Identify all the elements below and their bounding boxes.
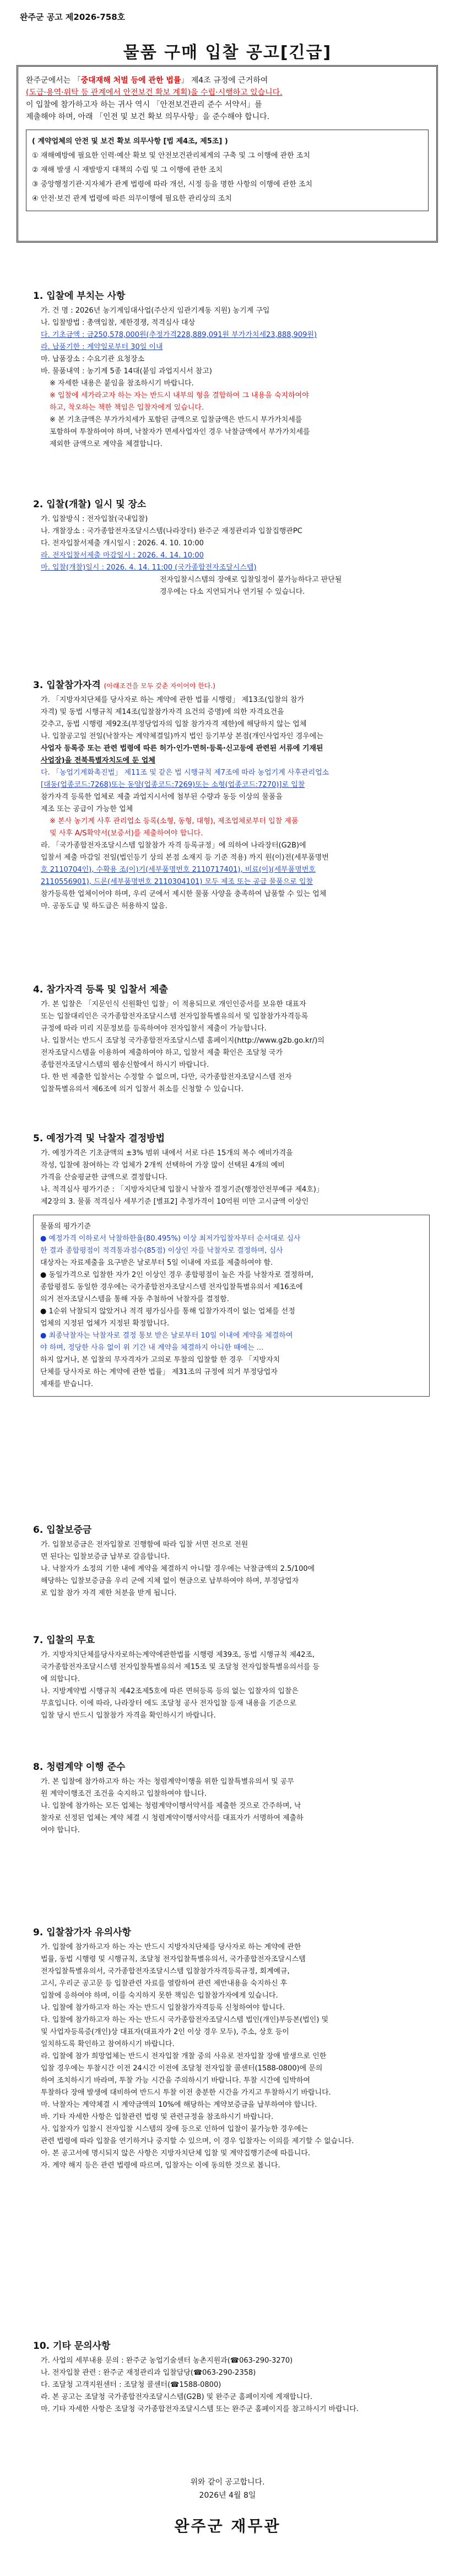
- issuer-signature: 완주군 재무관: [174, 2517, 281, 2535]
- section-line: 나. 개찰장소 : 국가종합전자조달시스템(나라장터) 완주군 재정관리과 입찰집행관PC: [41, 527, 302, 535]
- section-line: 전자조달시스템을 이용하여 제출하여야 하고, 입찰서 제출 확인은 조달청 국가: [41, 1049, 283, 1057]
- section-heading-note: (아래조건을 모두 갖춘 자이어야 한다.): [104, 682, 215, 690]
- section-line: 나. 지방계약법 시행규칙 제42조제5호에 따른 면허등록 등의 없는 입찰자의 입찰은: [41, 1687, 299, 1695]
- intro-line-4: 제출해야 하며, 아래 「인전 및 보건 확보 의무사항」을 준수해야 합니다.: [26, 112, 270, 121]
- obligation-item: ③ 중앙행정기관·지자체가 관계 법령에 따라 개선, 시정 등을 명한 사항의 이행에 관한 조치: [32, 180, 313, 189]
- section-line: 가. 예정가격은 기초금액의 ±3% 범위 내에서 서로 다른 15개의 복수 예비가격을: [41, 1149, 293, 1157]
- section-line: 및 사업자등록증(개인)상 대표자(대표자가 2인 이상 경우 모두), 주소, 상호 등이: [41, 2028, 289, 2036]
- section-line: 다. 「농업기계화촉진법」 제11조 및 같은 법 시행규칙 제7조에 따라 농업기계 사후관리업소: [41, 769, 329, 777]
- box-line: 한 결과 종합평점이 적격통과점수(85점) 이상인 자를 낙찰자로 결정하며, 심사: [40, 1247, 283, 1255]
- obligation-item: ② 재해 발생 시 재발방지 대책의 수립 및 그 이행에 관한 조치: [32, 166, 223, 174]
- intro-box: [17, 65, 438, 243]
- section-line: [대동(업종코드:7268)또는 동양(업종코드:7269)또는 소형(업종코드:7270)]로 입찰: [41, 781, 305, 789]
- section-line: 가. 입찰방식 : 전자입찰(국내입찰): [41, 515, 148, 523]
- document-number: 완주군 공고 제2026-758호: [20, 12, 126, 22]
- section-line: 다. 조달청 고객지원센터 : 조달청 콜센터(☎1588-0800): [41, 2381, 221, 2389]
- section-line: 또는 입찰대리인은 국가종합전자조달시스템 전자입찰특별유의서 및 입찰참가자격등록: [41, 1012, 308, 1021]
- section-line: 자. 계약 해지 등은 관련 법령에 따르며, 입찰자는 이에 동의한 것으로 봅니다.: [41, 2161, 280, 2170]
- section-line: 마. 공동도급 및 하도급은 허용하지 않음.: [41, 902, 167, 910]
- obligation-item: ① 재해예방에 필요한 인력·예산 확보 및 안전보건관리체계의 구축 및 그 이행에 관한 조치: [32, 152, 310, 160]
- section-line: 가. 「지방자치단체를 당사자로 하는 계약에 관한 법률 시행령」 제13조(입찰의 참가: [41, 696, 305, 704]
- section-line: 관련 법령에 따라 입찰을 연기하거나 중지할 수 있으며, 이 경우 입찰자는 이의를 제기할 수 없습니다.: [41, 2137, 354, 2145]
- box-line: ● 1순위 낙찰되지 않았거나 적격 평가심사를 통해 입찰가자격이 없는 업체를 선정: [40, 1307, 295, 1316]
- section-line: 라. 전자입찰서제출 마감일시 : 2026. 4. 14. 10:00: [41, 551, 204, 560]
- section-line: 마. 기타 자세한 사항은 조달청 국가종합전자조달시스템 또는 완주군 홈페이지를 참고하시기 바랍니다.: [41, 2405, 359, 2413]
- notice-date: 2026년 4월 8일: [199, 2491, 256, 2500]
- box-line: 의거 전자조달시스템을 통해 자동 추첨하여 낙찰자를 결정함.: [40, 1295, 229, 1303]
- section-8: [33, 1759, 430, 1837]
- obligation-item: ④ 안전·보건 관계 법령에 따른 의무이행에 필요한 관리상의 조치: [32, 195, 232, 203]
- section-line: 아. 본 공고서에 명시되지 않은 사항은 지방자치단체 입찰 및 계약집행기준에 따릅니다.: [41, 2149, 311, 2158]
- intro-line-2: (도급·용역·위탁 등 관계에서 안전보건 확보 계획)을 수립·시행하고 있습니다.: [26, 88, 283, 97]
- section-line: 제2장의 3. 물품 적격심사 세부기준 [별표2] 추정가격이 10억원 미만 고시금액 이상인: [41, 1198, 309, 1206]
- obligations-header: ( 계약업체의 안전 및 보건 확보 의무사항 [법 제4조, 제5조] ): [32, 137, 228, 146]
- box-line: ● 동일가격으로 입찰한 자가 2인 이상인 경우 종합평점이 높은 자를 낙찰자로 결정하며,: [40, 1271, 314, 1279]
- section-line: 가. 본 입찰에 참가하고자 하는 자는 청렴계약이행을 위한 입찰특별유의서 및 공무: [41, 1778, 294, 1786]
- section-line: ※ 입찰에 세가라고자 하는 자는 반드시 내부의 형을 결합하여 그 내용을 숙지하여야: [50, 391, 309, 400]
- section-line: 전자입찰특별유의서, 국가종합전자조달시스템 입찰참가자격등록규정, 회계예규,: [41, 1967, 290, 1976]
- section-line: 사업자 등록증 또는 관련 법령에 따른 허가·인가·면허·등록·신고등에 관련된 서류에 기재된: [41, 744, 323, 753]
- section-line: 투찰하다 장애 발생에 대비하여 반드시 투찰 이전 충분한 시간을 가지고 투찰하시기 바랍니다.: [41, 2089, 331, 2097]
- section-line: 가. 본 입찰은 「지문인식 신원확인 입찰」이 적용되므로 개인인증서를 보유한 대표자: [41, 1000, 306, 1008]
- section-line: 갖추고, 동법 시행령 제92조(부정당업자의 입찰 참가자격 제한)에 해당하지 않는 업체: [41, 720, 307, 728]
- section-line: 및 사후 A/S확약서(보증서)를 제출하여야 합니다.: [50, 829, 203, 838]
- section-line: 면 된다는 입찰보증금 납부로 갈음합니다.: [41, 1553, 170, 1561]
- section-line: 원 계약이행조건 조건을 숙지하고 입찰하여야 합니다.: [41, 1790, 207, 1798]
- box-line: 야 하며, 정당한 사유 없이 위 기간 내 계약을 체결하지 아니한 때에는 ...: [40, 1344, 264, 1352]
- section-line: 에 의합니다.: [41, 1675, 80, 1683]
- section-line: 작성, 입찰에 참여하는 각 업체가 2개씩 선택하여 가장 많이 선택된 4개의 예비: [41, 1161, 285, 1169]
- intro-text: 완주군에서는 「: [26, 76, 81, 85]
- box-line: 단체를 당사자로 하는 계약에 관한 법률」 제31조의 규정에 의거 부정당업자: [40, 1368, 278, 1376]
- box-line: ● 예정가격 이하로서 낙찰하한율(80.495%) 이상 최저가입찰자부터 순서대로 심사: [40, 1235, 301, 1243]
- intro-text: 」 제4조 규정에 근거하여: [181, 76, 268, 85]
- section-heading: 6. 입찰보증금: [33, 1525, 92, 1536]
- section-line: 전자입찰시스템의 장애로 입찰일정이 불가능하다고 판단될: [160, 576, 342, 584]
- obligations-box: [26, 130, 429, 211]
- intro-line-3: 이 입찰에 참가하고자 하는 귀사 역시 「안전보건관리 준수 서약서」를: [26, 100, 262, 109]
- section-line: 로 입찰 참가 자격 제한 처분을 받게 됩니다.: [41, 1589, 177, 1597]
- box-line: 대상자는 자료제출을 요구받은 날로부터 5일 이내에 자료를 제출하여야 함.: [40, 1259, 273, 1267]
- section-line: 라. 입찰에 참가 희망업체는 반드시 전자입찰 개찰 중의 사유로 전자입찰 장애 발생으로 인한: [41, 2052, 327, 2060]
- section-line: 자격) 및 동법 시행규칙 제14조(입찰참가자격 요건의 증명)에 의한 자격요건을: [41, 708, 284, 716]
- section-line: 나. 입찰공고일 전일(낙찰자는 계약체결일)까지 법인 등기부상 본점(개인사업자인 경우에는: [41, 732, 323, 740]
- section-line: 마. 납품장소 : 수요기관 요청장소: [41, 355, 145, 363]
- section-line: 일치하도록 확인하고 참여하시기 바랍니다.: [41, 2040, 175, 2048]
- section-line: 호 2110704인), 수확용 조(이)기(세부품명번호 2110717401), 비료(이)(세부품명번호: [41, 866, 316, 874]
- closing-statement: [0, 2476, 455, 2502]
- law-name: 중대재해 처벌 등에 관한 법률: [80, 76, 181, 85]
- section-line: 고시, 우리군 공고문 등 입찰관련 자료를 열람하여 관련 제반내용을 숙지하신 후: [41, 1979, 288, 1988]
- section-10: [33, 2338, 430, 2416]
- section-heading: 4. 참가자격 등록 및 입찰서 제출: [33, 984, 168, 995]
- section-line: 2110556901), 드론(세부품명번호 2110304101) 모두 제조 또는 공급 물품으로 입찰: [41, 878, 313, 886]
- section-line: ※ 본사 농기계 사후 관리업소 등록(소형, 동형, 대형), 제조업체로부터 입찰 제품: [50, 817, 299, 825]
- closing-line: 위와 같이 공고합니다.: [190, 2478, 265, 2487]
- section-line: 여야 합니다.: [41, 1826, 80, 1834]
- section-line: 입찰특별유의서 제6조에 의거 입찰서 취소를 신청할 수 있습니다.: [41, 1085, 243, 1093]
- section-line: 나. 입찰방법 : 총액입찰, 제한경쟁, 적격심사 대상: [41, 319, 196, 327]
- section-line: 사. 입찰자가 입찰시 전자입찰 시스템의 장애 등으로 인하여 입찰이 불가능한 경우에는: [41, 2125, 308, 2133]
- section-heading: 2. 입찰(개찰) 일시 및 장소: [33, 499, 147, 510]
- section-line: 무효입니다. 이에 따라, 나라장터 에도 조달청 공사 전자입찰 등재 내용을 기준으로: [41, 1699, 297, 1708]
- section-line: 가. 입찰보증금은 전자입찰로 진행함에 따라 입찰 서면 전으로 전원: [41, 1541, 248, 1549]
- section-line: 라. 본 공고는 조달청 국가종합전자조달시스템(G2B) 및 완주군 홈페이지에 게재합니다.: [41, 2393, 313, 2401]
- section-4: [33, 981, 430, 1096]
- section-line: 제외한 금액으로 계약을 체결합니다.: [50, 440, 162, 448]
- section-3: [33, 677, 430, 913]
- section-line: 다. 기초금액 : 금250,578,000원(추정가격228,889,091원 부가가치세23,888,909원): [41, 331, 317, 339]
- box-line: 제재를 받습니다.: [40, 1380, 94, 1388]
- section-line: 가격을 산술평균한 금액으로 결정합니다.: [41, 1173, 168, 1182]
- section-line: 나. 입찰에 참가하는 모든 업체는 청렴계약이행서약서를 제출한 것으로 간주하며, 낙: [41, 1802, 301, 1810]
- section-line: 다. 전자입찰서제출 개시일시 : 2026. 4. 10. 10:00: [41, 539, 204, 548]
- section-line: 참가등록한 업체이어야 하며, 우리 군에서 제시한 물품 사양을 충족하여 납품할 수 있는 업체: [41, 890, 327, 898]
- section-line: 나. 전자입찰 관련 : 완주군 재정관리과 입찰담당(☎063-290-2358): [41, 2369, 256, 2377]
- section-line: 하여 조치하시기 바라며, 투찰 가능 시간을 주의하시기 바랍니다. 투찰 시간에 임박하여: [41, 2076, 311, 2085]
- section-6: [33, 1522, 430, 1600]
- section-line: 라. 납품기한 : 계약일로부터 30일 이내: [41, 343, 163, 351]
- section-heading: 8. 청렴계약 이행 준수: [33, 1762, 126, 1773]
- section-line: 국가종합전자조달시스템 전자입찰특별유의서 제15조 및 조달청 전자입찰특별유의서를 등: [41, 1663, 319, 1671]
- section-line: 다. 입찰에 참가하고자 하는 자는 반드시 국가종합전자조달시스템 법인(개인)부등본(법인) 및: [41, 2016, 329, 2024]
- box-line: 하지 않거나, 본 입찰의 무자격자가 고의로 투찰의 입찰할 한 경우 「지방자치: [40, 1356, 280, 1364]
- section-line: 법률, 동법 시행령 및 시행규칙, 조달청 전자입찰특별유의서, 국가종합전자조달시스템: [41, 1955, 306, 1963]
- section-line: 마. 낙찰자는 계약체결 시 계약금액의 10%에 해당하는 계약보증금을 납부하여야 합니다.: [41, 2101, 317, 2109]
- section-line: 가. 건 명 : 2026년 농기계임대사업(주산지 임관기계동 지원) 농기계 구입: [41, 307, 270, 315]
- section-9: [33, 1924, 430, 2172]
- section-line: 제조 또는 공급이 가능한 업체: [41, 805, 133, 813]
- section-heading: 9. 입찰참가자 유의사항: [33, 1927, 131, 1938]
- section-line: 라. 「국가종합전자조달시스템 입찰참가 자격 등록규정」에 의하여 나라장터(G2B)에: [41, 841, 306, 850]
- section-5: [33, 1130, 430, 1397]
- section-line: 가. 사업의 세부내용 문의 : 완주군 농업기술센터 농촌지원과(☎063-290-3270): [41, 2357, 293, 2365]
- section-line: 입찰서 제출 마감일 전일(법인등기 상의 본점 소재지 등 기준 적용) 까지 원(이)전(세부품명번: [41, 854, 329, 862]
- section-1: [33, 288, 430, 450]
- box-line: 물품의 평가기준: [40, 1222, 91, 1231]
- intro-line-1: [26, 74, 429, 87]
- box-line: 업체의 지정된 업체가 지정된 확정합니다.: [40, 1319, 170, 1328]
- section-line: 해당하는 입찰보증금을 우리 군에 지체 없이 현금으로 납부하여야 하며, 부정당업자: [41, 1577, 299, 1585]
- section-heading: 7. 입찰의 무효: [33, 1635, 95, 1646]
- box-line: ● 최종낙찰자는 낙찰자로 결정 통보 받은 날로부터 10일 이내에 계약을 체결하여: [40, 1332, 293, 1340]
- section-line: 입찰 경우에는 투찰시간 이전 24시간 이전에 조달청 전자입찰 콜센터(1588-0800)에 문의: [41, 2064, 323, 2073]
- section-line: 나. 입찰에 참가하고자 하는 자는 반드시 입찰참가자격등록 신청하여야 합니다.: [41, 2004, 285, 2012]
- section-2: [33, 496, 430, 598]
- section-line: 나. 입찰서는 반드시 조달청 국가종합전자조달시스템 홈페이지(http://www.g2b.go.kr/)의: [41, 1037, 324, 1045]
- section-line: 포함하여 투찰하여야 하며, 낙찰자가 면세사업자인 경우 낙찰금액에서 부가가치세를: [50, 428, 310, 436]
- section-line: ※ 본 기초금액은 부가가치세가 포함된 금액으로 입찰금액은 반드시 부가가치세를: [50, 416, 302, 424]
- box-line: 종합평점도 동일한 경우에는 국가종합전자조달시스템 전자입찰특별유의서 제16조에: [40, 1283, 303, 1291]
- section-heading: 10. 기타 문의사항: [33, 2341, 111, 2352]
- section-line: 찰자로 선정된 업체는 계약 체결 시 청렴계약이행서약서를 대표자가 서명하여 제출하: [41, 1814, 304, 1822]
- section-line: 나. 적격심사 평가기준 : 「지방자치단체 입찰시 낙찰자 결정기준(행정안전부예규 제4호)」: [41, 1185, 323, 1194]
- section-line: 하고, 착오하는 책한 책임은 입찰자에게 있습니다.: [50, 404, 204, 412]
- section-7: [33, 1632, 430, 1722]
- page-title: 물품 구매 입찰 공고[긴급]: [123, 43, 332, 62]
- section-line: 입찰에 응하여야 하며, 이를 숙지하지 못한 책임은 입찰참가자에게 있습니다.: [41, 1992, 278, 2000]
- section-line: 가. 입찰에 참가하고자 하는 자는 반드시 지방자치단체를 당사자로 하는 계약에 관한: [41, 1943, 301, 1951]
- section-line: 다. 한 번 제출한 입찰서는 수정할 수 없으며, 다만, 국가종합전자조달시스템 전자: [41, 1073, 292, 1081]
- section-line: 사업장)을 전북특별자치도에 둔 업체: [41, 756, 155, 765]
- section-line: 종합전자조달시스템의 웹송신함에서 하시기 바랍니다.: [41, 1061, 209, 1069]
- section-heading: [33, 677, 430, 691]
- section-line: 나. 낙찰자가 소정의 기한 내에 계약을 체결하지 아니할 경우에는 낙찰금액의 2.5/100에: [41, 1565, 315, 1573]
- section-line: 입찰 당시 반드시 입찰참가 자격을 확인하시기 바랍니다.: [41, 1711, 216, 1720]
- section-line: 가. 지방자치단체를당사자로하는계약에관한법률 시행령 제39조, 동법 시행규칙 제42조,: [41, 1651, 315, 1659]
- section-heading: 1. 입찰에 부치는 사항: [33, 291, 126, 302]
- section-line: 마. 입찰(개찰)일시 : 2026. 4. 14. 11:00 (국가종합전자조달시스템): [41, 564, 257, 572]
- section-heading: 5. 예정가격 및 낙찰자 결정방법: [33, 1133, 165, 1144]
- section-line: 규정에 따라 미리 지문정보를 등록하여야 전자입찰서 제출이 가능합니다.: [41, 1024, 267, 1033]
- evaluation-box: [33, 1215, 430, 1397]
- section-line: 바. 물품내역 : 농기계 5종 14대(붙임 과업지시서 참고): [41, 367, 212, 375]
- section-heading-text: 3. 입찰참가자격: [33, 680, 101, 691]
- section-line: 바. 기타 자세한 사항은 입찰관련 법령 및 관련규정을 참조하시기 바랍니다.: [41, 2113, 274, 2121]
- section-line: ※ 자세한 내용은 붙임을 참조하시기 바랍니다.: [50, 379, 194, 388]
- section-line: 참가자격 등록한 업체로 제출 과업지시서에 첨부된 수량과 동등 이상의 물품을: [41, 793, 283, 801]
- section-line: 경우에는 다소 지연되거나 연기될 수 있습니다.: [160, 588, 305, 596]
